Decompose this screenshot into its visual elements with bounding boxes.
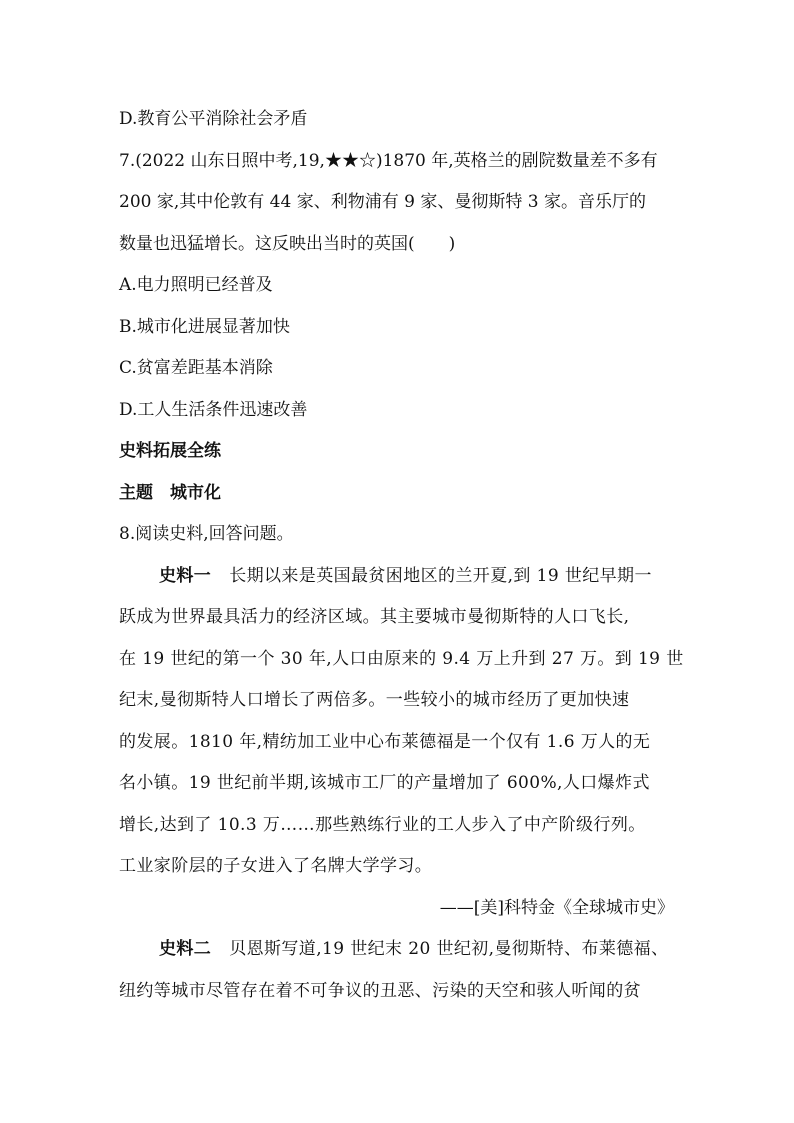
excerpt-1-line-4: 纪末,曼彻斯特人口增长了两倍多。一些较小的城市经历了更加快速 bbox=[119, 690, 630, 710]
excerpt-2-line-2: 纽约等城市尽管存在着不可争议的丑恶、污染的天空和骇人听闻的贫 bbox=[119, 981, 641, 1001]
question-7-line-1: 7.(2022 山东日照中考,19,★★☆)1870 年,英格兰的剧院数量差不多有 bbox=[119, 151, 658, 171]
excerpt-1-line-6: 名小镇。19 世纪前半期,该城市工厂的产量增加了 600%,人口爆炸式 bbox=[119, 773, 650, 793]
question-7-line-3: 数量也迅猛增长。这反映出当时的英国( ) bbox=[119, 234, 456, 254]
excerpt-2-line-1 bbox=[159, 937, 674, 961]
option-c-q7: C.贫富差距基本消除 bbox=[119, 358, 273, 378]
excerpt-1-text-1: 长期以来是英国最贫困地区的兰开夏,到 19 世纪早期一 bbox=[229, 566, 652, 586]
option-d-q6: D.教育公平消除社会矛盾 bbox=[119, 109, 308, 129]
question-7-line-2: 200 家,其中伦敦有 44 家、利物浦有 9 家、曼彻斯特 3 家。音乐厅的 bbox=[119, 192, 646, 212]
excerpt-1-line-3: 在 19 世纪的第一个 30 年,人口由原来的 9.4 万上升到 27 万。到 19 世 bbox=[119, 649, 684, 669]
excerpt-1-line-8: 工业家阶层的子女进入了名牌大学学习。 bbox=[119, 856, 433, 876]
option-d-q7: D.工人生活条件迅速改善 bbox=[119, 400, 308, 420]
excerpt-2-label: 史料二 bbox=[159, 939, 212, 959]
excerpt-1-source: ——[美]科特金《全球城市史》 bbox=[439, 898, 674, 918]
excerpt-1-label: 史料一 bbox=[159, 566, 212, 586]
question-8: 8.阅读史料,回答问题。 bbox=[119, 524, 294, 544]
section-theme: 主题 城市化 bbox=[119, 483, 221, 503]
excerpt-2-text-1: 贝恩斯写道,19 世纪末 20 世纪初,曼彻斯特、布莱德福、 bbox=[229, 939, 669, 959]
excerpt-1-line-5: 的发展。1810 年,精纺加工业中心布莱德福是一个仅有 1.6 万人的无 bbox=[119, 732, 651, 752]
excerpt-1-line-2: 跃成为世界最具活力的经济区域。其主要城市曼彻斯特的人口飞长, bbox=[119, 607, 630, 627]
option-a-q7: A.电力照明已经普及 bbox=[119, 275, 273, 295]
section-title: 史料拓展全练 bbox=[119, 441, 221, 461]
excerpt-1-line-7: 增长,达到了 10.3 万……那些熟练行业的工人步入了中产阶级行列。 bbox=[119, 815, 646, 835]
excerpt-1-line-1 bbox=[159, 564, 674, 588]
option-b-q7: B.城市化进展显著加快 bbox=[119, 317, 290, 337]
